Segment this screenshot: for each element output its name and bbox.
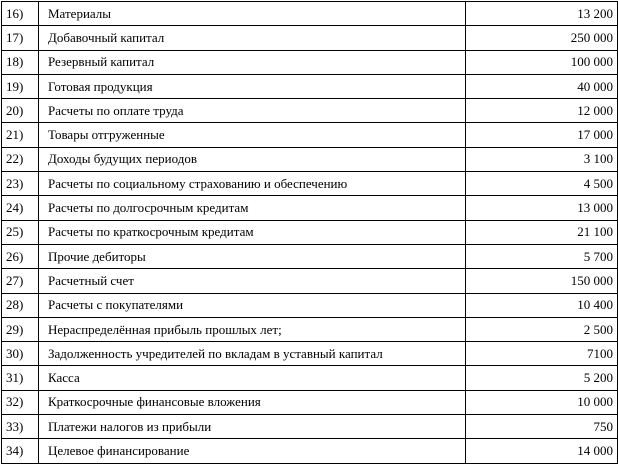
table-row [2,220,618,244]
table-row [2,26,618,50]
account-amount: 150 000 [466,269,618,293]
account-name: Краткосрочные финансовые вложения [39,390,466,414]
row-number: 34) [2,439,39,463]
row-number: 33) [2,415,39,439]
row-number: 26) [2,244,39,268]
table-row [2,196,618,220]
row-number: 22) [2,147,39,171]
table-row [2,269,618,293]
account-name: Доходы будущих периодов [39,147,466,171]
account-name: Расчеты с покупателями [39,293,466,317]
row-number: 25) [2,220,39,244]
row-number: 24) [2,196,39,220]
table-row [2,147,618,171]
table-row [2,172,618,196]
table-row [2,317,618,341]
account-amount: 40 000 [466,74,618,98]
account-name: Нераспределённая прибыль прошлых лет; [39,317,466,341]
account-amount: 3 100 [466,147,618,171]
account-name: Расчеты по долгосрочным кредитам [39,196,466,220]
account-amount: 12 000 [466,99,618,123]
table-row [2,244,618,268]
row-number: 17) [2,26,39,50]
row-number: 23) [2,172,39,196]
account-amount: 2 500 [466,317,618,341]
account-name: Прочие дебиторы [39,244,466,268]
account-name: Расчеты по краткосрочным кредитам [39,220,466,244]
row-number: 20) [2,99,39,123]
row-number: 27) [2,269,39,293]
row-number: 29) [2,317,39,341]
account-name: Резервный капитал [39,50,466,74]
account-amount: 10 000 [466,390,618,414]
accounts-table [1,1,618,464]
table-row [2,99,618,123]
account-name: Готовая продукция [39,74,466,98]
account-amount: 13 000 [466,196,618,220]
account-name: Платежи налогов из прибыли [39,415,466,439]
account-name: Целевое финансирование [39,439,466,463]
account-name: Касса [39,366,466,390]
account-amount: 750 [466,415,618,439]
account-amount: 21 100 [466,220,618,244]
row-number: 18) [2,50,39,74]
account-amount: 14 000 [466,439,618,463]
account-amount: 17 000 [466,123,618,147]
table-row [2,50,618,74]
row-number: 21) [2,123,39,147]
account-name: Материалы [39,2,466,26]
row-number: 28) [2,293,39,317]
table-row [2,293,618,317]
table-row [2,74,618,98]
account-amount: 4 500 [466,172,618,196]
table-row [2,2,618,26]
table-row [2,366,618,390]
account-name: Расчеты по социальному страхованию и обеспечению [39,172,466,196]
account-name: Товары отгруженные [39,123,466,147]
table-row [2,123,618,147]
table-row [2,390,618,414]
row-number: 16) [2,2,39,26]
row-number: 19) [2,74,39,98]
table-row [2,342,618,366]
account-amount: 100 000 [466,50,618,74]
account-name: Добавочный капитал [39,26,466,50]
row-number: 31) [2,366,39,390]
account-amount: 10 400 [466,293,618,317]
row-number: 32) [2,390,39,414]
account-amount: 250 000 [466,26,618,50]
account-amount: 7100 [466,342,618,366]
account-amount: 13 200 [466,2,618,26]
account-name: Расчетный счет [39,269,466,293]
table-row [2,439,618,463]
account-name: Задолженность учредителей по вкладам в уставный капитал [39,342,466,366]
row-number: 30) [2,342,39,366]
accounts-table-body [2,2,618,464]
account-amount: 5 200 [466,366,618,390]
table-row [2,415,618,439]
account-amount: 5 700 [466,244,618,268]
account-name: Расчеты по оплате труда [39,99,466,123]
